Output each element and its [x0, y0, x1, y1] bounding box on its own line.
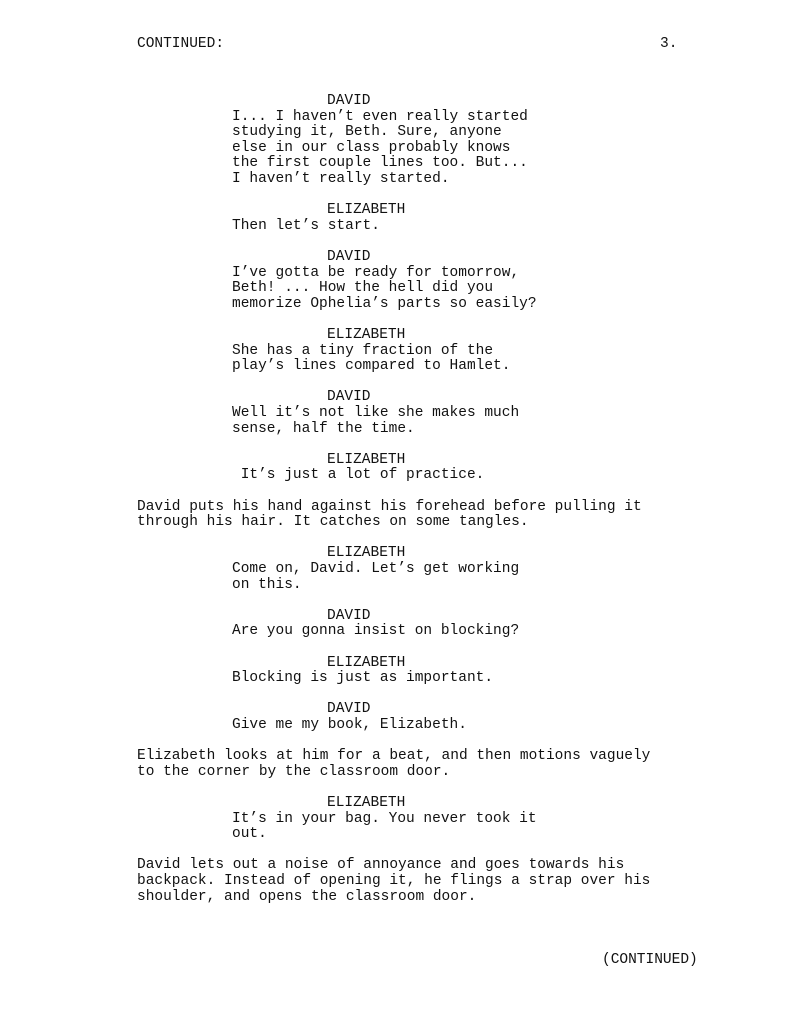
- dialogue-line: Come on, David. Let’s get working: [232, 561, 520, 577]
- dialogue-line: It’s in your bag. You never took it: [232, 811, 537, 827]
- dialogue-line: on this.: [232, 577, 302, 593]
- dialogue-line: play’s lines compared to Hamlet.: [232, 358, 511, 374]
- dialogue-line: Then let’s start.: [232, 218, 380, 234]
- dialogue-line: I... I haven’t even really started: [232, 109, 528, 125]
- dialogue-line: Beth! ... How the hell did you: [232, 280, 494, 296]
- dialogue-line: She has a tiny fraction of the: [232, 343, 494, 359]
- dialogue-line: Blocking is just as important.: [232, 670, 494, 686]
- character-name: ELIZABETH: [327, 327, 406, 343]
- dialogue-line: Give me my book, Elizabeth.: [232, 717, 467, 733]
- action-line: Elizabeth looks at him for a beat, and then motions vaguely: [137, 748, 651, 764]
- action-line: backpack. Instead of opening it, he flings a strap over his: [137, 873, 651, 889]
- action-line: David puts his hand against his forehead before pulling it: [137, 499, 642, 515]
- page-number: 3.: [660, 36, 678, 52]
- footer-continued: (CONTINUED): [602, 952, 698, 968]
- dialogue-line: sense, half the time.: [232, 421, 415, 437]
- header-continued: CONTINUED:: [137, 36, 225, 52]
- dialogue-line: Well it’s not like she makes much: [232, 405, 520, 421]
- dialogue-line: studying it, Beth. Sure, anyone: [232, 124, 502, 140]
- character-name: DAVID: [327, 608, 371, 624]
- dialogue-line: memorize Ophelia’s parts so easily?: [232, 296, 537, 312]
- dialogue-line: It’s just a lot of practice.: [232, 467, 485, 483]
- character-name: DAVID: [327, 93, 371, 109]
- dialogue-line: I haven’t really started.: [232, 171, 450, 187]
- action-line: David lets out a noise of annoyance and goes towards his: [137, 857, 625, 873]
- character-name: ELIZABETH: [327, 202, 406, 218]
- action-line: to the corner by the classroom door.: [137, 764, 451, 780]
- dialogue-line: out.: [232, 826, 267, 842]
- character-name: ELIZABETH: [327, 545, 406, 561]
- character-name: DAVID: [327, 249, 371, 265]
- character-name: DAVID: [327, 701, 371, 717]
- dialogue-line: Are you gonna insist on blocking?: [232, 623, 520, 639]
- dialogue-line: the first couple lines too. But...: [232, 155, 528, 171]
- action-line: through his hair. It catches on some tangles.: [137, 514, 529, 530]
- character-name: ELIZABETH: [327, 795, 406, 811]
- action-line: shoulder, and opens the classroom door.: [137, 889, 477, 905]
- dialogue-line: I’ve gotta be ready for tomorrow,: [232, 265, 520, 281]
- character-name: ELIZABETH: [327, 655, 406, 671]
- character-name: DAVID: [327, 389, 371, 405]
- character-name: ELIZABETH: [327, 452, 406, 468]
- dialogue-line: else in our class probably knows: [232, 140, 511, 156]
